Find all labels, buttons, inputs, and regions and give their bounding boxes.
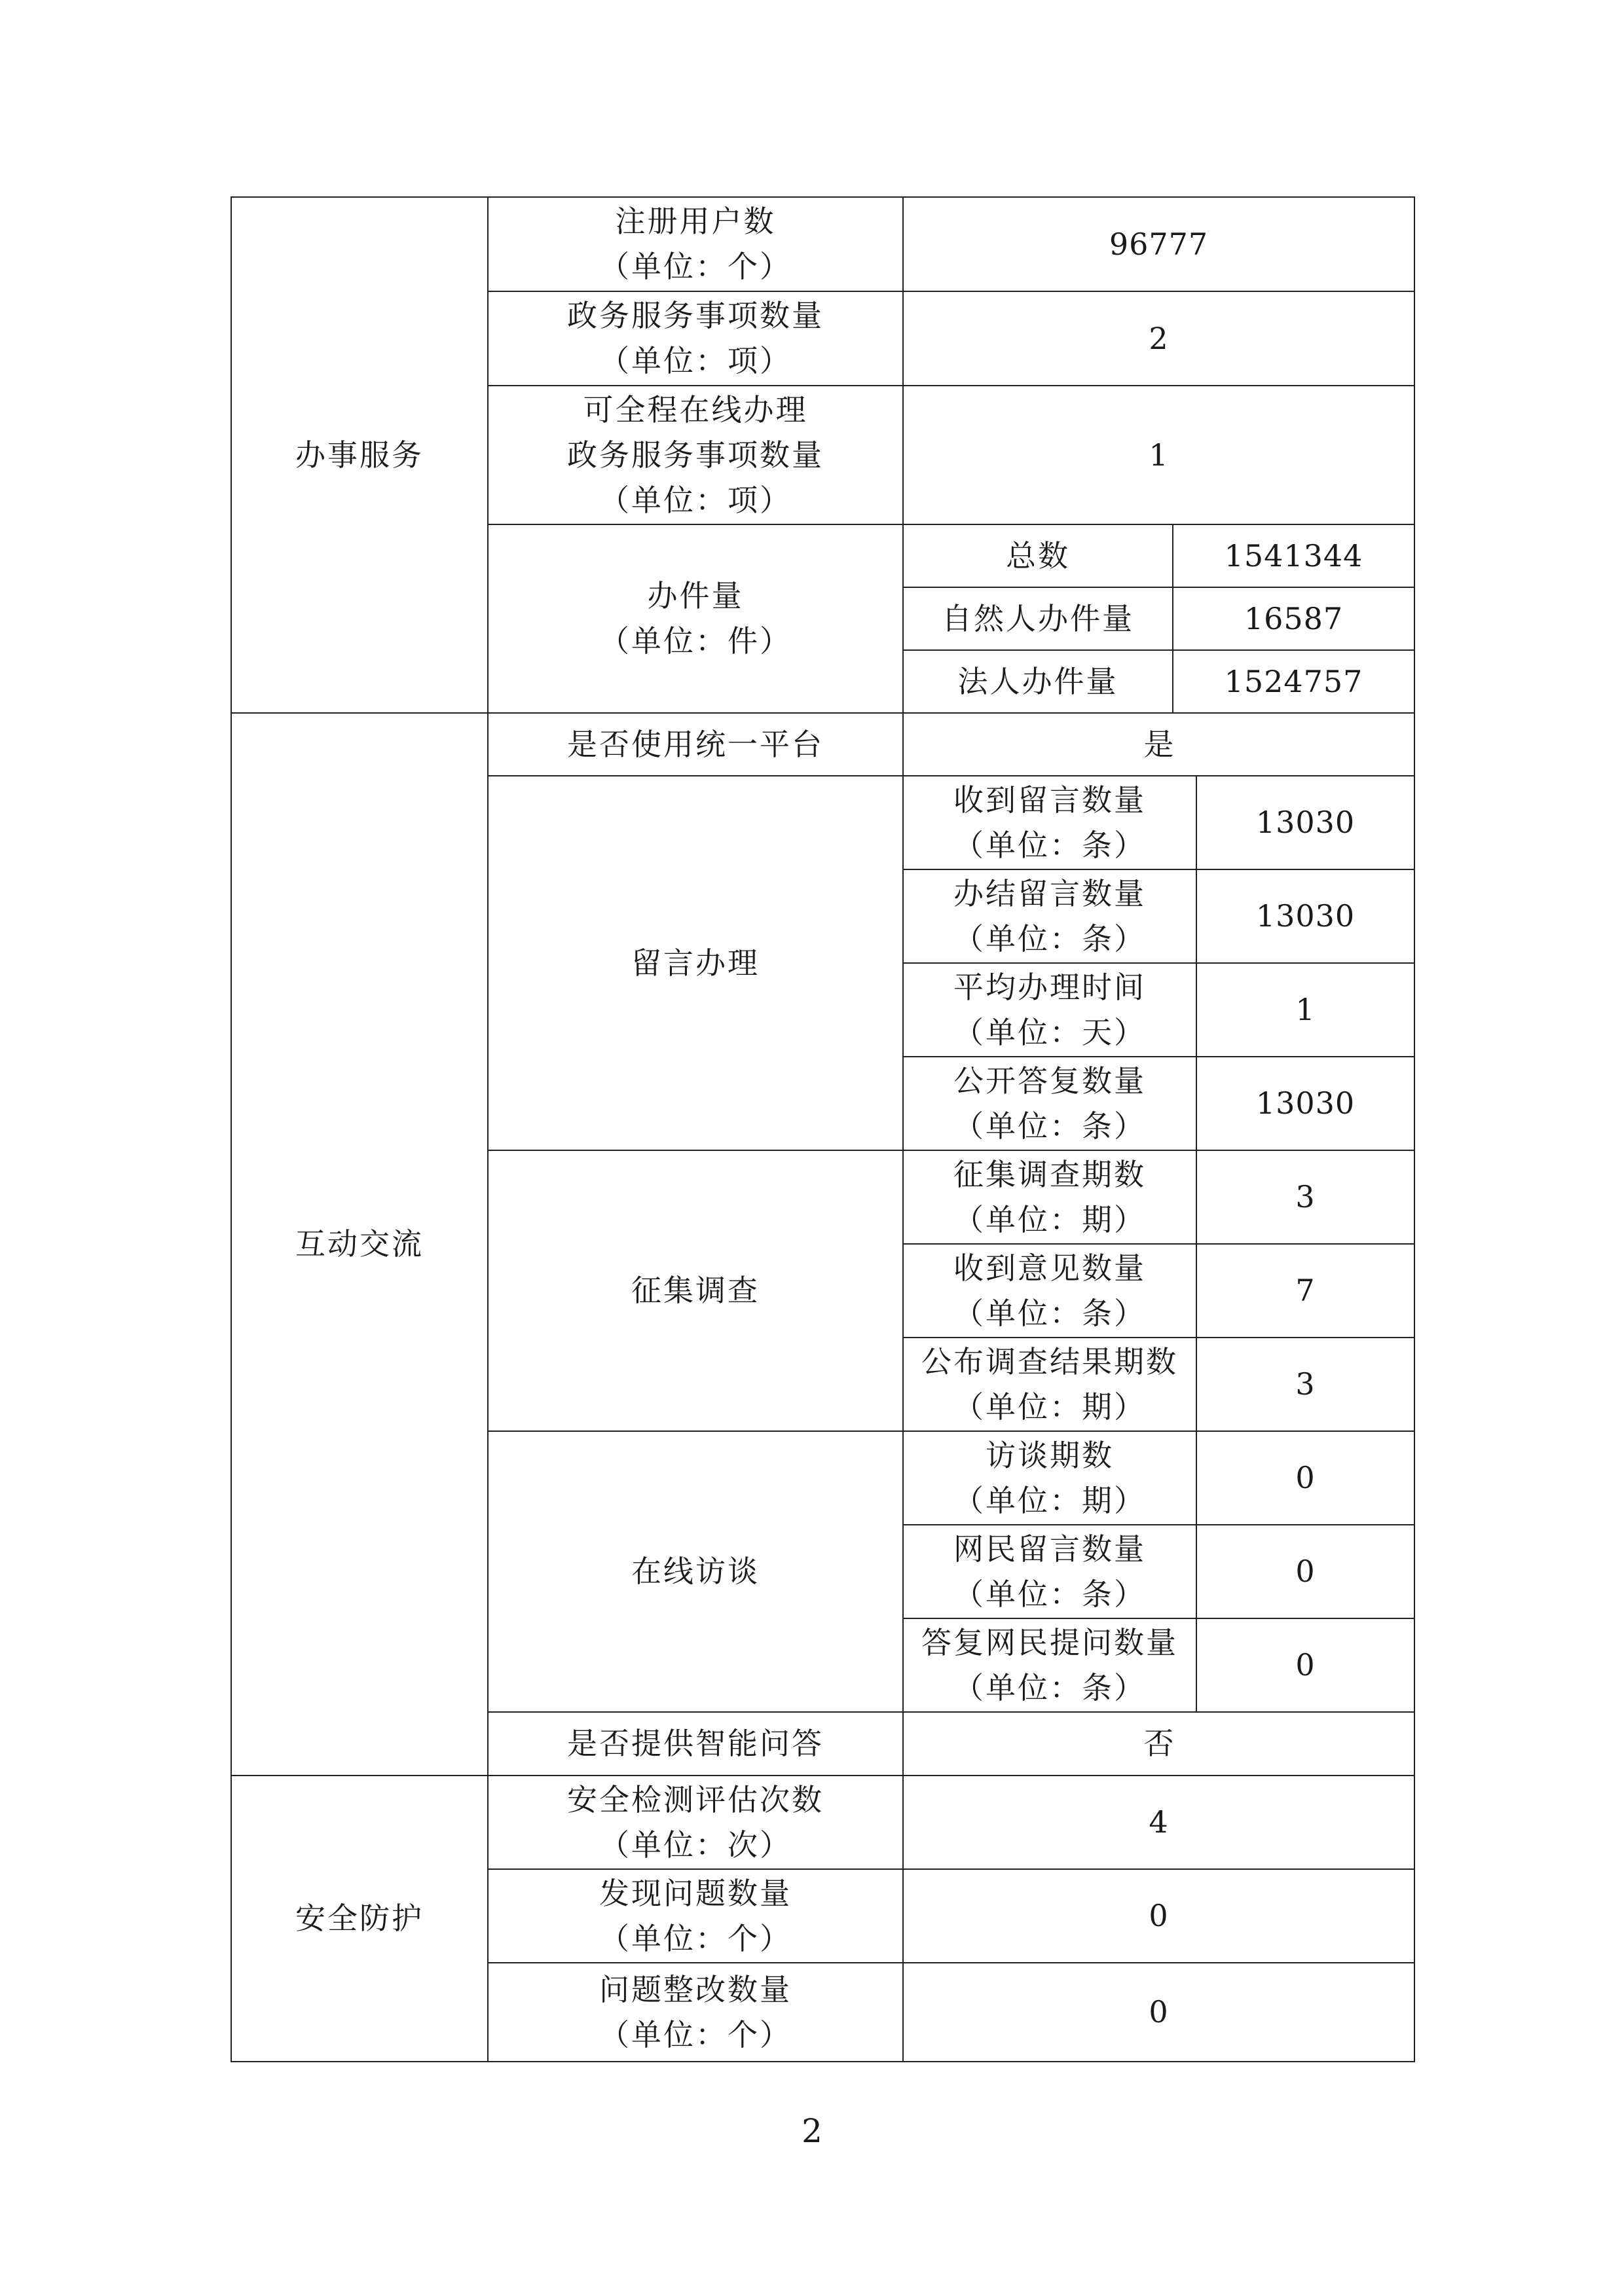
value-online-items: 1 [903,386,1414,524]
sub-label-survey-results: 公布调查结果期数 （单位：期） [903,1338,1196,1431]
row-label-issues-fixed: 问题整改数量 （单位：个） [488,1963,903,2062]
value-case-natural: 16587 [1173,587,1414,650]
table-row [231,713,1414,776]
sub-label-interview-periods: 访谈期数 （单位：期） [903,1431,1196,1525]
row-label-smart-qa: 是否提供智能问答 [488,1712,903,1776]
sub-label-survey-periods: 征集调查期数 （单位：期） [903,1150,1196,1244]
row-label-registered-users: 注册用户数 （单位：个） [488,197,903,291]
sub-label-avg-time: 平均办理时间 （单位：天） [903,963,1196,1057]
row-label-case-volume: 办件量 （单位：件） [488,524,903,713]
sub-label-case-total: 总数 [903,524,1173,587]
value-unified-platform: 是 [903,713,1414,776]
section-title-security: 安全防护 [231,1776,488,2062]
value-messages-received: 13030 [1196,776,1414,869]
table-row [231,1776,1414,1869]
value-assessments: 4 [903,1776,1414,1869]
value-issues-fixed: 0 [903,1963,1414,2062]
statistics-table [231,196,1415,2062]
section-title-services: 办事服务 [231,197,488,713]
page-number: 2 [802,2112,822,2150]
sub-label-messages-received: 收到留言数量 （单位：条） [903,776,1196,869]
value-public-replies: 13030 [1196,1057,1414,1150]
group-title-survey: 征集调查 [488,1150,903,1431]
value-smart-qa: 否 [903,1712,1414,1776]
value-survey-periods: 3 [1196,1150,1414,1244]
section-title-interaction: 互动交流 [231,713,488,1776]
value-case-total: 1541344 [1173,524,1414,587]
value-messages-completed: 13030 [1196,869,1414,963]
sub-label-interview-messages: 网民留言数量 （单位：条） [903,1525,1196,1618]
value-avg-time: 1 [1196,963,1414,1057]
value-interview-answers: 0 [1196,1618,1414,1712]
value-registered-users: 96777 [903,197,1414,291]
group-title-messages: 留言办理 [488,776,903,1150]
row-label-assessments: 安全检测评估次数 （单位：次） [488,1776,903,1869]
sub-label-interview-answers: 答复网民提问数量 （单位：条） [903,1618,1196,1712]
table-row [231,197,1414,291]
sub-label-messages-completed: 办结留言数量 （单位：条） [903,869,1196,963]
value-interview-periods: 0 [1196,1431,1414,1525]
value-survey-opinions: 7 [1196,1244,1414,1338]
row-label-gov-items: 政务服务事项数量 （单位：项） [488,291,903,386]
sub-label-case-natural: 自然人办件量 [903,587,1173,650]
value-interview-messages: 0 [1196,1525,1414,1618]
sub-label-case-legal: 法人办件量 [903,650,1173,713]
row-label-online-items: 可全程在线办理 政务服务事项数量 （单位：项） [488,386,903,524]
value-issues-found: 0 [903,1869,1414,1963]
value-gov-items: 2 [903,291,1414,386]
sub-label-survey-opinions: 收到意见数量 （单位：条） [903,1244,1196,1338]
sub-label-public-replies: 公开答复数量 （单位：条） [903,1057,1196,1150]
value-case-legal: 1524757 [1173,650,1414,713]
row-label-issues-found: 发现问题数量 （单位：个） [488,1869,903,1963]
row-label-unified-platform: 是否使用统一平台 [488,713,903,776]
group-title-interview: 在线访谈 [488,1431,903,1712]
value-survey-results: 3 [1196,1338,1414,1431]
